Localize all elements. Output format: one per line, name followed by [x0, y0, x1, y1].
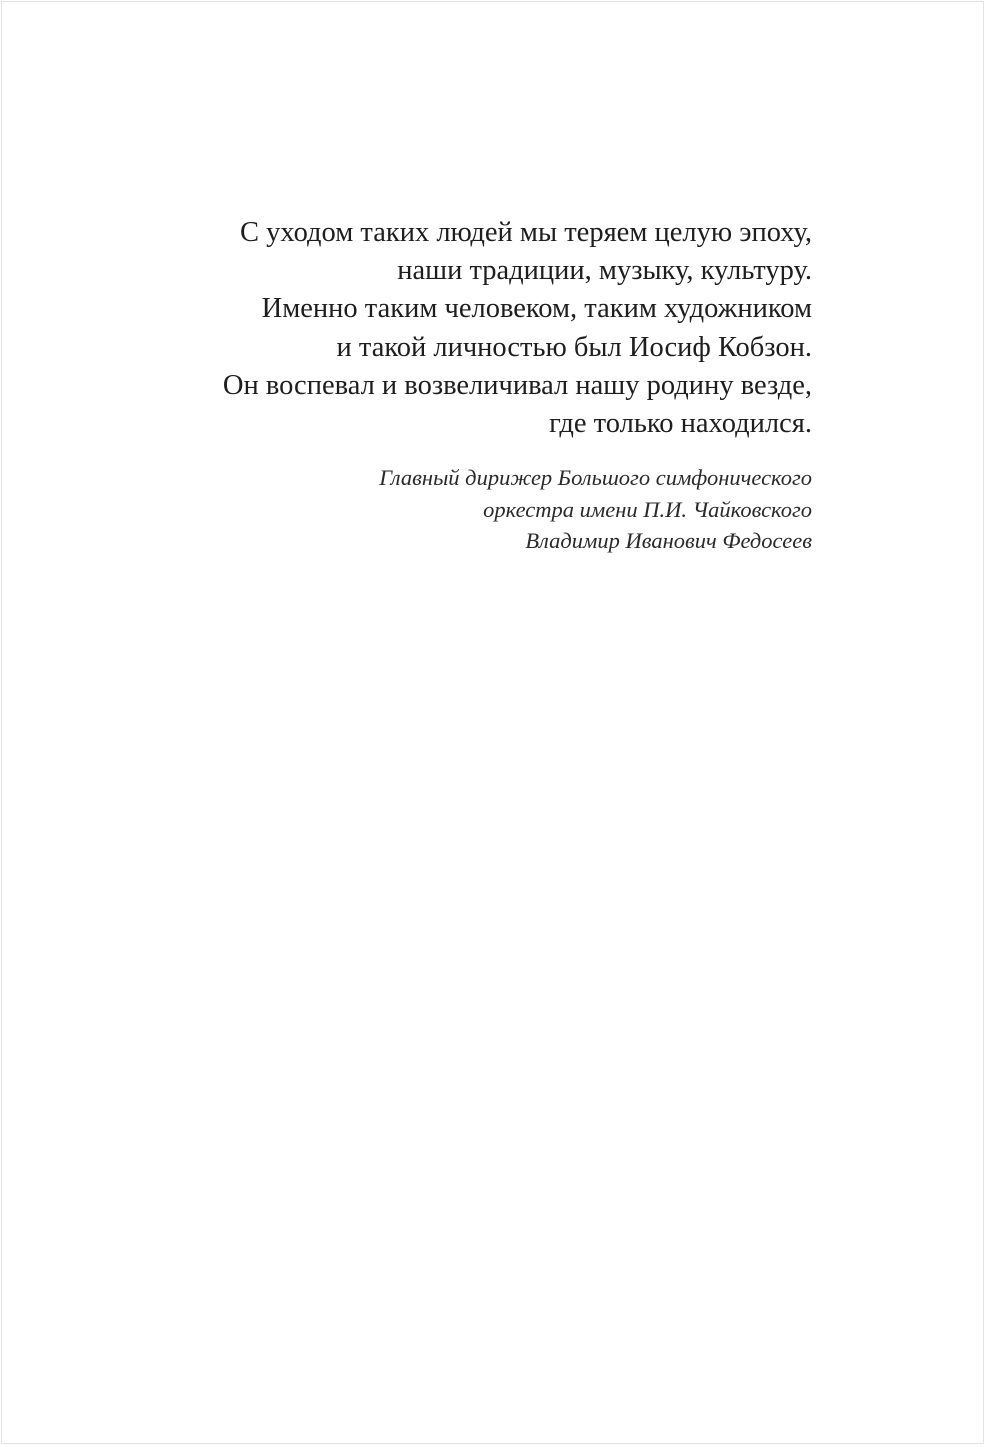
- quote-line: наши традиции, музыку, культуру.: [397, 255, 812, 287]
- quote-line: С уходом таких людей мы теряем целую эпоху,: [240, 217, 812, 248]
- epigraph-quote: [112, 214, 812, 443]
- epigraph-attribution: [112, 462, 812, 557]
- quote-line: и такой личностью был Иосиф Кобзон.: [336, 331, 812, 363]
- quote-line: Он воспевал и возвеличивал нашу родину везде,: [222, 369, 812, 401]
- quote-line: где только находился.: [549, 408, 812, 440]
- epigraph: [112, 214, 812, 557]
- book-page: [1, 1, 984, 1444]
- quote-line: Именно таким человеком, таким художником: [261, 293, 812, 325]
- attribution-line: оркестра имени П.И. Чайковского: [483, 496, 812, 522]
- attribution-line: Владимир Иванович Федосеев: [525, 528, 812, 554]
- attribution-line: Главный дирижер Большого симфонического: [379, 465, 812, 491]
